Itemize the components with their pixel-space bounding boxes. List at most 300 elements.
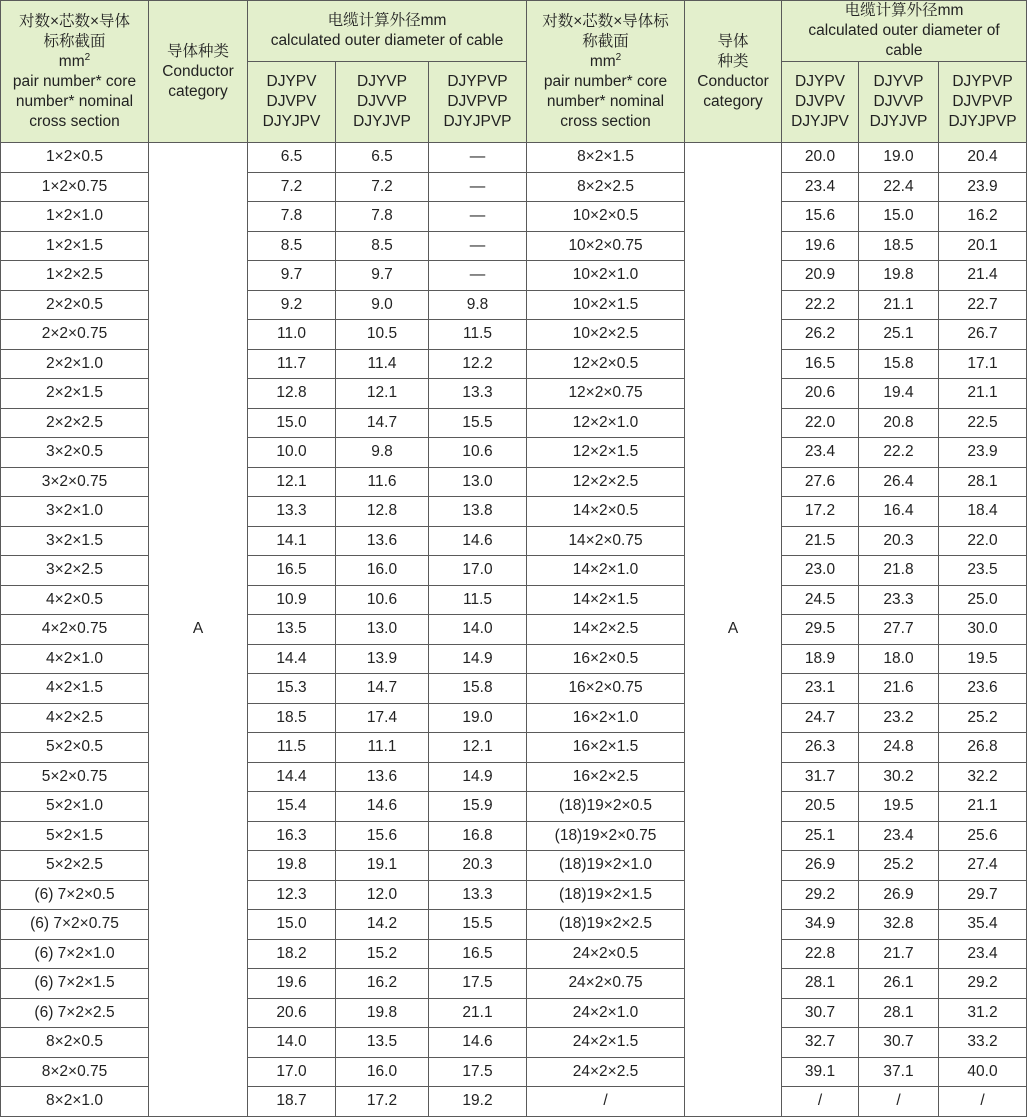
spec-cell-right: 10×2×1.5 — [527, 290, 685, 320]
header-text: pair number* core — [12, 72, 137, 90]
diameter-cell-type-c-left: 17.5 — [429, 969, 527, 999]
type-code: DJYJPV — [791, 113, 849, 130]
diameter-cell-type-a-left: 13.3 — [248, 497, 336, 527]
diameter-cell-type-c-left: 20.3 — [429, 851, 527, 881]
diameter-cell-type-a-right: 21.5 — [782, 526, 859, 556]
header-text: 对数×芯数×导体标 — [542, 12, 669, 30]
col-header-diameter-right — [782, 1, 1027, 62]
diameter-cell-type-b-right: 22.4 — [859, 172, 939, 202]
diameter-cell-type-a-right: 28.1 — [782, 969, 859, 999]
spec-cell-left: 5×2×2.5 — [1, 851, 149, 881]
spec-cell-left: 4×2×1.5 — [1, 674, 149, 704]
diameter-cell-type-a-left: 15.4 — [248, 792, 336, 822]
diameter-cell-type-a-left: 7.8 — [248, 202, 336, 232]
spec-cell-left: 5×2×0.5 — [1, 733, 149, 763]
diameter-cell-type-a-left: 10.9 — [248, 585, 336, 615]
diameter-cell-type-c-left: — — [429, 231, 527, 261]
diameter-cell-type-a-right: 23.4 — [782, 438, 859, 468]
diameter-cell-type-b-left: 11.1 — [336, 733, 429, 763]
type-code: DJYPV — [795, 73, 845, 90]
diameter-cell-type-b-left: 10.6 — [336, 585, 429, 615]
col-header-type-b-left — [336, 62, 429, 143]
spec-cell-left: 8×2×0.5 — [1, 1028, 149, 1058]
diameter-cell-type-c-left: 19.0 — [429, 703, 527, 733]
diameter-cell-type-c-left: — — [429, 172, 527, 202]
spec-cell-left: 4×2×1.0 — [1, 644, 149, 674]
diameter-cell-type-a-right: 22.0 — [782, 408, 859, 438]
header-text: number* nominal — [15, 92, 134, 110]
spec-cell-right: 12×2×1.0 — [527, 408, 685, 438]
diameter-cell-type-c-right: 26.8 — [939, 733, 1027, 763]
col-header-category-left — [149, 1, 248, 143]
spec-cell-right: 14×2×1.5 — [527, 585, 685, 615]
diameter-cell-type-b-right: 19.4 — [859, 379, 939, 409]
diameter-cell-type-c-left: 15.5 — [429, 408, 527, 438]
diameter-cell-type-b-right: 21.6 — [859, 674, 939, 704]
diameter-cell-type-b-left: 16.0 — [336, 556, 429, 586]
spec-cell-right: 14×2×0.5 — [527, 497, 685, 527]
diameter-cell-type-a-left: 11.0 — [248, 320, 336, 350]
diameter-cell-type-c-right: 26.7 — [939, 320, 1027, 350]
diameter-cell-type-b-right: 23.2 — [859, 703, 939, 733]
diameter-cell-type-b-left: 13.9 — [336, 644, 429, 674]
col-header-type-c-right — [939, 62, 1027, 143]
diameter-cell-type-c-right: 28.1 — [939, 467, 1027, 497]
diameter-cell-type-a-left: 19.6 — [248, 969, 336, 999]
diameter-cell-type-b-right: 30.7 — [859, 1028, 939, 1058]
diameter-cell-type-c-right: 17.1 — [939, 349, 1027, 379]
diameter-cell-type-c-left: 14.9 — [429, 644, 527, 674]
header-text: calculated outer diameter of cable — [270, 32, 504, 49]
spec-cell-right: 24×2×1.5 — [527, 1028, 685, 1058]
diameter-cell-type-b-right: 16.4 — [859, 497, 939, 527]
diameter-cell-type-c-left: 12.1 — [429, 733, 527, 763]
unit-superscript: 2 — [615, 51, 622, 63]
diameter-cell-type-a-right: 20.0 — [782, 143, 859, 173]
diameter-cell-type-c-right: 19.5 — [939, 644, 1027, 674]
diameter-cell-type-a-left: 14.0 — [248, 1028, 336, 1058]
spec-cell-right: 12×2×2.5 — [527, 467, 685, 497]
diameter-cell-type-c-left: 21.1 — [429, 998, 527, 1028]
diameter-cell-type-b-left: 6.5 — [336, 143, 429, 173]
diameter-cell-type-c-right: 23.9 — [939, 172, 1027, 202]
diameter-cell-type-b-right: 20.3 — [859, 526, 939, 556]
col-header-spec-left — [1, 1, 149, 143]
diameter-cell-type-b-right: 19.0 — [859, 143, 939, 173]
col-header-type-b-right — [859, 62, 939, 143]
spec-cell-left: 5×2×1.0 — [1, 792, 149, 822]
diameter-cell-type-a-left: 9.2 — [248, 290, 336, 320]
type-code: DJYJPVP — [443, 113, 512, 130]
header-text: 导体种类 — [166, 42, 229, 60]
spec-cell-left: 2×2×1.5 — [1, 379, 149, 409]
header-text: 种类 — [717, 52, 749, 70]
diameter-cell-type-b-right: 15.8 — [859, 349, 939, 379]
category-cell-left: A — [149, 143, 248, 1117]
diameter-cell-type-c-left: 15.5 — [429, 910, 527, 940]
spec-cell-right: 8×2×2.5 — [527, 172, 685, 202]
spec-cell-left: (6) 7×2×0.5 — [1, 880, 149, 910]
diameter-cell-type-c-right: 20.4 — [939, 143, 1027, 173]
col-header-diameter-left — [248, 1, 527, 62]
unit-text: mm — [589, 52, 616, 70]
spec-cell-right: 24×2×2.5 — [527, 1057, 685, 1087]
diameter-cell-type-a-left: 19.8 — [248, 851, 336, 881]
diameter-cell-type-b-right: 18.0 — [859, 644, 939, 674]
diameter-cell-type-c-right: 21.1 — [939, 379, 1027, 409]
spec-cell-left: 4×2×2.5 — [1, 703, 149, 733]
diameter-cell-type-c-right: 23.4 — [939, 939, 1027, 969]
diameter-cell-type-c-right: 32.2 — [939, 762, 1027, 792]
diameter-cell-type-b-left: 12.8 — [336, 497, 429, 527]
diameter-cell-type-b-left: 16.2 — [336, 969, 429, 999]
diameter-cell-type-a-right: 22.2 — [782, 290, 859, 320]
col-header-spec-right — [527, 1, 685, 143]
diameter-cell-type-c-left: 14.6 — [429, 526, 527, 556]
col-header-type-a-left — [248, 62, 336, 143]
diameter-cell-type-b-right: 26.1 — [859, 969, 939, 999]
diameter-cell-type-c-left: 17.5 — [429, 1057, 527, 1087]
diameter-cell-type-a-right: 24.7 — [782, 703, 859, 733]
diameter-cell-type-b-left: 19.8 — [336, 998, 429, 1028]
category-cell-right: A — [685, 143, 782, 1117]
type-code: DJVPV — [795, 93, 845, 110]
diameter-cell-type-c-left: 14.6 — [429, 1028, 527, 1058]
spec-cell-left: 2×2×0.5 — [1, 290, 149, 320]
spec-cell-right: (18)19×2×2.5 — [527, 910, 685, 940]
diameter-cell-type-b-right: 20.8 — [859, 408, 939, 438]
diameter-cell-type-b-right: 37.1 — [859, 1057, 939, 1087]
spec-cell-right: 10×2×1.0 — [527, 261, 685, 291]
diameter-cell-type-b-left: 14.2 — [336, 910, 429, 940]
diameter-cell-type-b-left: 16.0 — [336, 1057, 429, 1087]
diameter-cell-type-b-right: 19.8 — [859, 261, 939, 291]
diameter-cell-type-c-left: 17.0 — [429, 556, 527, 586]
table-row — [1, 143, 1027, 173]
spec-cell-right: 24×2×1.0 — [527, 998, 685, 1028]
diameter-cell-type-b-left: 17.2 — [336, 1087, 429, 1117]
spec-cell-right: 10×2×0.5 — [527, 202, 685, 232]
spec-cell-right: 16×2×0.5 — [527, 644, 685, 674]
header-text: pair number* core — [543, 72, 668, 90]
unit-superscript: 2 — [84, 51, 91, 63]
diameter-cell-type-a-left: 15.3 — [248, 674, 336, 704]
spec-cell-right: 24×2×0.75 — [527, 969, 685, 999]
header-text: 标称截面 — [43, 32, 106, 50]
diameter-cell-type-b-left: 11.6 — [336, 467, 429, 497]
diameter-cell-type-c-right: 29.7 — [939, 880, 1027, 910]
diameter-cell-type-a-right: 20.5 — [782, 792, 859, 822]
diameter-cell-type-b-left: 17.4 — [336, 703, 429, 733]
diameter-cell-type-a-left: 12.8 — [248, 379, 336, 409]
diameter-cell-type-a-right: 31.7 — [782, 762, 859, 792]
table-body — [1, 143, 1027, 1117]
diameter-cell-type-a-right: 29.2 — [782, 880, 859, 910]
diameter-cell-type-c-right: 23.5 — [939, 556, 1027, 586]
type-code: DJYPV — [266, 73, 317, 90]
diameter-cell-type-b-right: 15.0 — [859, 202, 939, 232]
header-unit — [1, 52, 148, 72]
diameter-cell-type-c-right: 18.4 — [939, 497, 1027, 527]
spec-cell-left: 1×2×0.75 — [1, 172, 149, 202]
spec-cell-left: 8×2×1.0 — [1, 1087, 149, 1117]
spec-cell-right: 10×2×2.5 — [527, 320, 685, 350]
diameter-cell-type-b-left: 12.0 — [336, 880, 429, 910]
col-header-category-right — [685, 1, 782, 143]
diameter-cell-type-a-left: 7.2 — [248, 172, 336, 202]
diameter-cell-type-a-right: / — [782, 1087, 859, 1117]
header-text: 称截面 — [582, 32, 629, 50]
diameter-cell-type-b-left: 9.7 — [336, 261, 429, 291]
diameter-cell-type-b-right: 21.8 — [859, 556, 939, 586]
header-text: Conductor — [697, 72, 769, 90]
diameter-cell-type-a-left: 20.6 — [248, 998, 336, 1028]
diameter-cell-type-b-right: 26.9 — [859, 880, 939, 910]
spec-cell-right: 8×2×1.5 — [527, 143, 685, 173]
diameter-cell-type-b-right: 19.5 — [859, 792, 939, 822]
header-text: 电缆计算外径mm — [844, 2, 964, 19]
spec-cell-left: 2×2×1.0 — [1, 349, 149, 379]
diameter-cell-type-a-right: 23.1 — [782, 674, 859, 704]
spec-cell-left: 3×2×2.5 — [1, 556, 149, 586]
diameter-cell-type-a-right: 39.1 — [782, 1057, 859, 1087]
diameter-cell-type-a-left: 18.2 — [248, 939, 336, 969]
diameter-cell-type-c-left: 15.9 — [429, 792, 527, 822]
spec-cell-left: 2×2×2.5 — [1, 408, 149, 438]
diameter-cell-type-c-right: 22.0 — [939, 526, 1027, 556]
diameter-cell-type-a-right: 30.7 — [782, 998, 859, 1028]
diameter-cell-type-a-right: 23.4 — [782, 172, 859, 202]
diameter-cell-type-a-right: 22.8 — [782, 939, 859, 969]
diameter-cell-type-a-left: 6.5 — [248, 143, 336, 173]
spec-cell-right: 14×2×1.0 — [527, 556, 685, 586]
diameter-cell-type-a-left: 18.5 — [248, 703, 336, 733]
spec-cell-left: 4×2×0.75 — [1, 615, 149, 645]
spec-cell-left: 3×2×0.75 — [1, 467, 149, 497]
diameter-cell-type-c-right: 23.6 — [939, 674, 1027, 704]
spec-cell-right: (18)19×2×0.5 — [527, 792, 685, 822]
diameter-cell-type-a-right: 18.9 — [782, 644, 859, 674]
diameter-cell-type-c-right: 21.4 — [939, 261, 1027, 291]
diameter-cell-type-b-left: 13.0 — [336, 615, 429, 645]
diameter-cell-type-b-right: 25.2 — [859, 851, 939, 881]
diameter-cell-type-c-left: 13.3 — [429, 379, 527, 409]
diameter-cell-type-b-right: 32.8 — [859, 910, 939, 940]
diameter-cell-type-a-left: 14.4 — [248, 762, 336, 792]
diameter-cell-type-a-left: 15.0 — [248, 910, 336, 940]
diameter-cell-type-c-right: 16.2 — [939, 202, 1027, 232]
spec-cell-left: 1×2×2.5 — [1, 261, 149, 291]
diameter-cell-type-c-right: 25.6 — [939, 821, 1027, 851]
diameter-cell-type-a-left: 16.5 — [248, 556, 336, 586]
spec-cell-right: 12×2×1.5 — [527, 438, 685, 468]
diameter-cell-type-c-right: 27.4 — [939, 851, 1027, 881]
diameter-cell-type-a-left: 13.5 — [248, 615, 336, 645]
type-code: DJVPV — [266, 93, 317, 110]
diameter-cell-type-b-right: 23.4 — [859, 821, 939, 851]
spec-cell-right: 16×2×2.5 — [527, 762, 685, 792]
spec-cell-left: (6) 7×2×2.5 — [1, 998, 149, 1028]
diameter-cell-type-a-left: 10.0 — [248, 438, 336, 468]
diameter-cell-type-a-right: 26.2 — [782, 320, 859, 350]
spec-cell-right: 24×2×0.5 — [527, 939, 685, 969]
diameter-cell-type-c-left: 14.9 — [429, 762, 527, 792]
diameter-cell-type-b-left: 7.2 — [336, 172, 429, 202]
diameter-cell-type-c-left: 13.0 — [429, 467, 527, 497]
spec-cell-left: 2×2×0.75 — [1, 320, 149, 350]
spec-cell-right: (18)19×2×1.5 — [527, 880, 685, 910]
diameter-cell-type-a-left: 14.4 — [248, 644, 336, 674]
diameter-cell-type-a-right: 24.5 — [782, 585, 859, 615]
spec-cell-right: 10×2×0.75 — [527, 231, 685, 261]
diameter-cell-type-c-right: 35.4 — [939, 910, 1027, 940]
diameter-cell-type-a-right: 26.9 — [782, 851, 859, 881]
diameter-cell-type-c-left: — — [429, 143, 527, 173]
diameter-cell-type-a-left: 9.7 — [248, 261, 336, 291]
type-code: DJYPVP — [447, 73, 508, 90]
diameter-cell-type-b-left: 11.4 — [336, 349, 429, 379]
header-text: 对数×芯数×导体 — [18, 12, 131, 30]
diameter-cell-type-c-right: 29.2 — [939, 969, 1027, 999]
header-text: category — [168, 82, 228, 100]
diameter-cell-type-c-right: 25.2 — [939, 703, 1027, 733]
spec-cell-left: 3×2×0.5 — [1, 438, 149, 468]
type-code: DJVVP — [357, 93, 407, 110]
diameter-cell-type-c-right: 23.9 — [939, 438, 1027, 468]
header-text: 电缆计算外径mm — [327, 12, 447, 29]
diameter-cell-type-b-right: 30.2 — [859, 762, 939, 792]
header-text: 导体 — [717, 32, 749, 50]
spec-cell-left: (6) 7×2×0.75 — [1, 910, 149, 940]
diameter-cell-type-c-left: 15.8 — [429, 674, 527, 704]
spec-cell-left: 1×2×1.5 — [1, 231, 149, 261]
type-code: DJYVP — [873, 73, 924, 90]
diameter-cell-type-c-right: 31.2 — [939, 998, 1027, 1028]
diameter-cell-type-a-right: 23.0 — [782, 556, 859, 586]
header-text: calculated outer diameter of — [808, 22, 1000, 39]
diameter-cell-type-b-left: 7.8 — [336, 202, 429, 232]
header-text: category — [703, 92, 763, 110]
diameter-cell-type-a-left: 17.0 — [248, 1057, 336, 1087]
type-code: DJYJPV — [262, 113, 321, 130]
diameter-cell-type-b-right: 24.8 — [859, 733, 939, 763]
diameter-cell-type-a-right: 16.5 — [782, 349, 859, 379]
spec-cell-left: 3×2×1.0 — [1, 497, 149, 527]
diameter-cell-type-b-right: / — [859, 1087, 939, 1117]
header-text: number* nominal — [546, 92, 665, 110]
diameter-cell-type-c-left: 11.5 — [429, 585, 527, 615]
diameter-cell-type-b-left: 9.8 — [336, 438, 429, 468]
diameter-cell-type-a-right: 27.6 — [782, 467, 859, 497]
header-text: cable — [885, 42, 923, 59]
spec-cell-right: 12×2×0.75 — [527, 379, 685, 409]
spec-cell-left: 1×2×1.0 — [1, 202, 149, 232]
unit-text: mm — [58, 52, 85, 70]
diameter-cell-type-a-right: 26.3 — [782, 733, 859, 763]
diameter-cell-type-b-right: 22.2 — [859, 438, 939, 468]
diameter-cell-type-c-right: 21.1 — [939, 792, 1027, 822]
diameter-cell-type-a-left: 14.1 — [248, 526, 336, 556]
diameter-cell-type-c-right: 30.0 — [939, 615, 1027, 645]
diameter-cell-type-a-left: 12.3 — [248, 880, 336, 910]
diameter-cell-type-b-left: 13.6 — [336, 526, 429, 556]
diameter-cell-type-a-right: 20.9 — [782, 261, 859, 291]
spec-cell-right: (18)19×2×1.0 — [527, 851, 685, 881]
spec-cell-left: 8×2×0.75 — [1, 1057, 149, 1087]
spec-cell-left: 3×2×1.5 — [1, 526, 149, 556]
diameter-cell-type-b-left: 15.2 — [336, 939, 429, 969]
header-text: cross section — [29, 112, 120, 130]
diameter-cell-type-c-right: / — [939, 1087, 1027, 1117]
spec-cell-left: 5×2×0.75 — [1, 762, 149, 792]
header-text: Conductor — [162, 62, 234, 80]
spec-cell-left: (6) 7×2×1.0 — [1, 939, 149, 969]
diameter-cell-type-c-left: — — [429, 202, 527, 232]
diameter-cell-type-c-left: — — [429, 261, 527, 291]
diameter-cell-type-c-right: 20.1 — [939, 231, 1027, 261]
diameter-cell-type-c-left: 19.2 — [429, 1087, 527, 1117]
diameter-cell-type-c-left: 12.2 — [429, 349, 527, 379]
type-code: DJVVP — [873, 93, 924, 110]
diameter-cell-type-b-left: 14.6 — [336, 792, 429, 822]
diameter-cell-type-b-left: 13.6 — [336, 762, 429, 792]
diameter-cell-type-b-right: 26.4 — [859, 467, 939, 497]
diameter-cell-type-a-left: 11.5 — [248, 733, 336, 763]
type-code: DJVPVP — [447, 93, 508, 110]
diameter-cell-type-b-left: 12.1 — [336, 379, 429, 409]
diameter-cell-type-b-right: 28.1 — [859, 998, 939, 1028]
type-code: DJYJVP — [353, 113, 411, 130]
spec-cell-right: / — [527, 1087, 685, 1117]
type-code: DJYJPVP — [948, 113, 1017, 130]
spec-cell-right: 16×2×0.75 — [527, 674, 685, 704]
diameter-cell-type-c-right: 22.7 — [939, 290, 1027, 320]
diameter-cell-type-a-right: 25.1 — [782, 821, 859, 851]
diameter-cell-type-b-right: 18.5 — [859, 231, 939, 261]
diameter-cell-type-c-left: 11.5 — [429, 320, 527, 350]
diameter-cell-type-a-right: 29.5 — [782, 615, 859, 645]
diameter-cell-type-c-left: 9.8 — [429, 290, 527, 320]
diameter-cell-type-a-left: 12.1 — [248, 467, 336, 497]
header-text: cross section — [560, 112, 651, 130]
diameter-cell-type-b-left: 9.0 — [336, 290, 429, 320]
diameter-cell-type-c-right: 25.0 — [939, 585, 1027, 615]
diameter-cell-type-b-right: 25.1 — [859, 320, 939, 350]
diameter-cell-type-a-right: 34.9 — [782, 910, 859, 940]
spec-cell-left: 1×2×0.5 — [1, 143, 149, 173]
spec-cell-right: 16×2×1.5 — [527, 733, 685, 763]
diameter-cell-type-b-right: 23.3 — [859, 585, 939, 615]
diameter-cell-type-c-left: 13.8 — [429, 497, 527, 527]
type-code: DJYPVP — [952, 73, 1013, 90]
diameter-cell-type-c-right: 40.0 — [939, 1057, 1027, 1087]
diameter-cell-type-b-right: 21.7 — [859, 939, 939, 969]
diameter-cell-type-a-right: 15.6 — [782, 202, 859, 232]
diameter-cell-type-a-right: 20.6 — [782, 379, 859, 409]
spec-cell-left: (6) 7×2×1.5 — [1, 969, 149, 999]
col-header-type-a-right — [782, 62, 859, 143]
diameter-cell-type-b-left: 10.5 — [336, 320, 429, 350]
diameter-cell-type-c-left: 13.3 — [429, 880, 527, 910]
type-code: DJYJVP — [869, 113, 928, 130]
spec-cell-right: 12×2×0.5 — [527, 349, 685, 379]
diameter-cell-type-b-left: 8.5 — [336, 231, 429, 261]
spec-cell-left: 4×2×0.5 — [1, 585, 149, 615]
diameter-cell-type-b-right: 27.7 — [859, 615, 939, 645]
diameter-cell-type-b-left: 14.7 — [336, 408, 429, 438]
diameter-cell-type-a-left: 16.3 — [248, 821, 336, 851]
diameter-cell-type-a-right: 19.6 — [782, 231, 859, 261]
